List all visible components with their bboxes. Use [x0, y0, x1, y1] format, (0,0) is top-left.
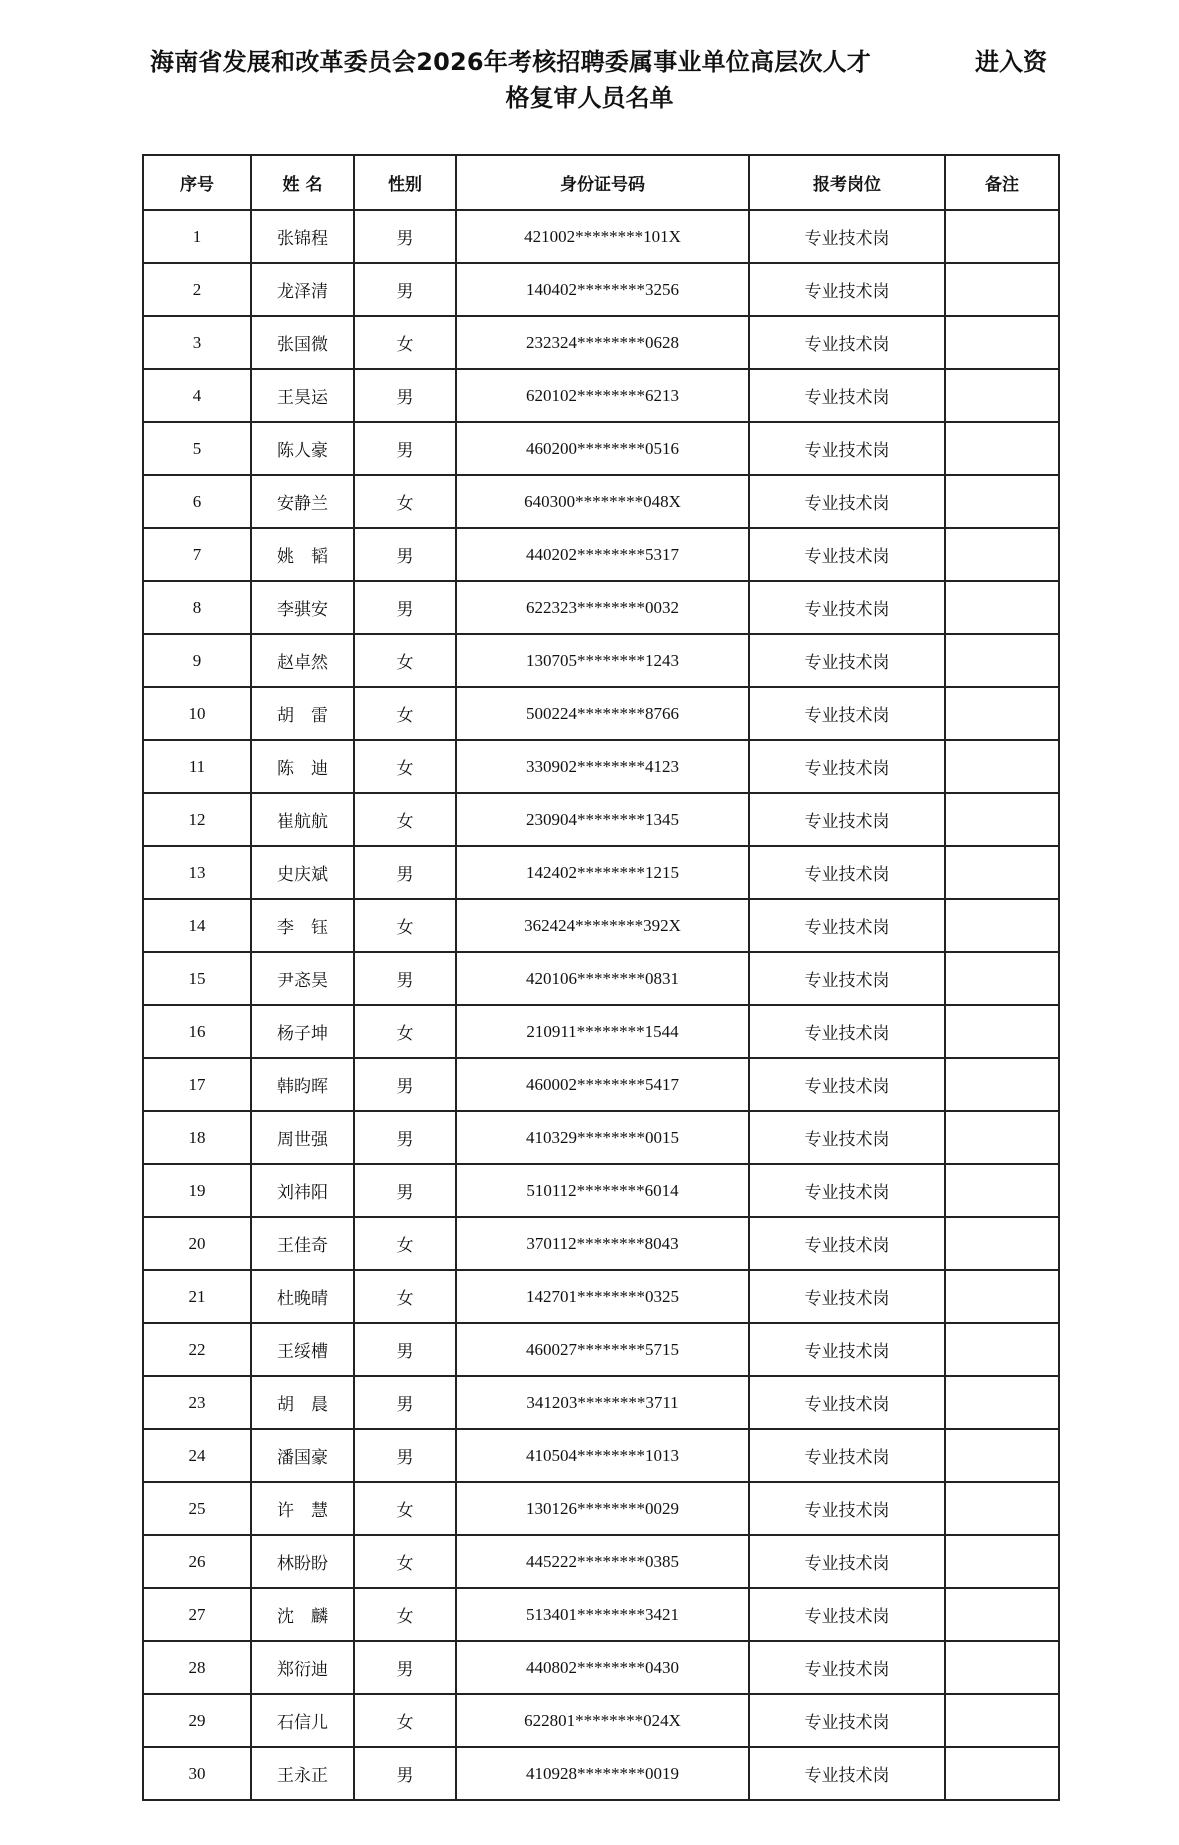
- cell-seq: 26: [143, 1535, 251, 1588]
- cell-position: 专业技术岗: [749, 316, 945, 369]
- cell-remarks: [945, 210, 1059, 263]
- cell-id-number: 500224********8766: [456, 687, 749, 740]
- cell-position: 专业技术岗: [749, 369, 945, 422]
- cell-seq: 18: [143, 1111, 251, 1164]
- cell-remarks: [945, 369, 1059, 422]
- cell-position: 专业技术岗: [749, 899, 945, 952]
- cell-position: 专业技术岗: [749, 210, 945, 263]
- cell-name: 陈 迪: [251, 740, 354, 793]
- cell-remarks: [945, 1111, 1059, 1164]
- cell-id-number: 460002********5417: [456, 1058, 749, 1111]
- cell-remarks: [945, 263, 1059, 316]
- cell-remarks: [945, 1164, 1059, 1217]
- cell-position: 专业技术岗: [749, 846, 945, 899]
- cell-position: 专业技术岗: [749, 422, 945, 475]
- cell-id-number: 142701********0325: [456, 1270, 749, 1323]
- cell-gender: 男: [354, 846, 456, 899]
- cell-name: 李 钰: [251, 899, 354, 952]
- cell-position: 专业技术岗: [749, 1535, 945, 1588]
- cell-seq: 4: [143, 369, 251, 422]
- cell-id-number: 622323********0032: [456, 581, 749, 634]
- table-row: [143, 1641, 1059, 1694]
- cell-seq: 10: [143, 687, 251, 740]
- cell-remarks: [945, 475, 1059, 528]
- cell-position: 专业技术岗: [749, 1747, 945, 1800]
- cell-seq: 12: [143, 793, 251, 846]
- cell-gender: 女: [354, 740, 456, 793]
- cell-gender: 男: [354, 581, 456, 634]
- title-line-1-tail: 进入资: [975, 48, 1047, 76]
- table-row: [143, 1217, 1059, 1270]
- cell-position: 专业技术岗: [749, 1111, 945, 1164]
- table-row: [143, 1111, 1059, 1164]
- cell-name: 杨子坤: [251, 1005, 354, 1058]
- cell-seq: 13: [143, 846, 251, 899]
- cell-gender: 女: [354, 1217, 456, 1270]
- cell-name: 杜晚晴: [251, 1270, 354, 1323]
- cell-seq: 15: [143, 952, 251, 1005]
- table-row: [143, 528, 1059, 581]
- table-row: [143, 1058, 1059, 1111]
- cell-name: 石信儿: [251, 1694, 354, 1747]
- cell-position: 专业技术岗: [749, 1270, 945, 1323]
- cell-id-number: 460200********0516: [456, 422, 749, 475]
- cell-remarks: [945, 1535, 1059, 1588]
- cell-position: 专业技术岗: [749, 475, 945, 528]
- cell-seq: 28: [143, 1641, 251, 1694]
- cell-id-number: 622801********024X: [456, 1694, 749, 1747]
- cell-gender: 男: [354, 1111, 456, 1164]
- cell-remarks: [945, 1694, 1059, 1747]
- cell-seq: 1: [143, 210, 251, 263]
- title-line-2: 格复审人员名单: [505, 84, 674, 112]
- cell-position: 专业技术岗: [749, 1217, 945, 1270]
- cell-id-number: 130126********0029: [456, 1482, 749, 1535]
- table-row: [143, 422, 1059, 475]
- header-position: 报考岗位: [749, 155, 945, 210]
- document-title: [0, 36, 1179, 116]
- cell-remarks: [945, 1376, 1059, 1429]
- cell-remarks: [945, 1747, 1059, 1800]
- cell-remarks: [945, 1323, 1059, 1376]
- table-row: [143, 846, 1059, 899]
- cell-id-number: 440202********5317: [456, 528, 749, 581]
- cell-position: 专业技术岗: [749, 1058, 945, 1111]
- cell-gender: 女: [354, 899, 456, 952]
- cell-remarks: [945, 316, 1059, 369]
- cell-gender: 女: [354, 634, 456, 687]
- cell-name: 王佳奇: [251, 1217, 354, 1270]
- cell-name: 周世强: [251, 1111, 354, 1164]
- cell-seq: 2: [143, 263, 251, 316]
- cell-id-number: 513401********3421: [456, 1588, 749, 1641]
- cell-remarks: [945, 1217, 1059, 1270]
- table-row: [143, 316, 1059, 369]
- cell-gender: 男: [354, 528, 456, 581]
- cell-seq: 8: [143, 581, 251, 634]
- cell-gender: 男: [354, 422, 456, 475]
- cell-gender: 男: [354, 1429, 456, 1482]
- cell-seq: 19: [143, 1164, 251, 1217]
- cell-gender: 女: [354, 1588, 456, 1641]
- cell-gender: 男: [354, 369, 456, 422]
- cell-gender: 男: [354, 1747, 456, 1800]
- cell-seq: 11: [143, 740, 251, 793]
- cell-name: 王昊运: [251, 369, 354, 422]
- cell-name: 尹忞昊: [251, 952, 354, 1005]
- cell-remarks: [945, 1588, 1059, 1641]
- cell-position: 专业技术岗: [749, 528, 945, 581]
- table-row: [143, 740, 1059, 793]
- cell-name: 王永正: [251, 1747, 354, 1800]
- table-row: [143, 1005, 1059, 1058]
- cell-gender: 男: [354, 1323, 456, 1376]
- table-body: [143, 210, 1059, 1800]
- cell-gender: 女: [354, 793, 456, 846]
- cell-seq: 17: [143, 1058, 251, 1111]
- cell-id-number: 640300********048X: [456, 475, 749, 528]
- cell-name: 刘祎阳: [251, 1164, 354, 1217]
- cell-seq: 6: [143, 475, 251, 528]
- cell-id-number: 440802********0430: [456, 1641, 749, 1694]
- cell-name: 许 慧: [251, 1482, 354, 1535]
- cell-name: 张国微: [251, 316, 354, 369]
- cell-position: 专业技术岗: [749, 1641, 945, 1694]
- cell-name: 王绥槽: [251, 1323, 354, 1376]
- cell-name: 陈人豪: [251, 422, 354, 475]
- cell-seq: 24: [143, 1429, 251, 1482]
- table-row: [143, 1429, 1059, 1482]
- cell-gender: 女: [354, 687, 456, 740]
- cell-remarks: [945, 1482, 1059, 1535]
- cell-position: 专业技术岗: [749, 1694, 945, 1747]
- cell-seq: 27: [143, 1588, 251, 1641]
- cell-position: 专业技术岗: [749, 740, 945, 793]
- cell-id-number: 362424********392X: [456, 899, 749, 952]
- cell-seq: 29: [143, 1694, 251, 1747]
- cell-id-number: 420106********0831: [456, 952, 749, 1005]
- cell-name: 史庆斌: [251, 846, 354, 899]
- cell-seq: 9: [143, 634, 251, 687]
- cell-remarks: [945, 687, 1059, 740]
- table-row: [143, 1588, 1059, 1641]
- cell-position: 专业技术岗: [749, 1482, 945, 1535]
- table-row: [143, 1270, 1059, 1323]
- table-row: [143, 1376, 1059, 1429]
- cell-gender: 女: [354, 316, 456, 369]
- cell-position: 专业技术岗: [749, 1323, 945, 1376]
- cell-seq: 23: [143, 1376, 251, 1429]
- cell-id-number: 341203********3711: [456, 1376, 749, 1429]
- cell-seq: 3: [143, 316, 251, 369]
- header-gender: 性别: [354, 155, 456, 210]
- cell-seq: 22: [143, 1323, 251, 1376]
- cell-gender: 男: [354, 263, 456, 316]
- cell-id-number: 445222********0385: [456, 1535, 749, 1588]
- table-row: [143, 1535, 1059, 1588]
- cell-id-number: 620102********6213: [456, 369, 749, 422]
- cell-name: 李骐安: [251, 581, 354, 634]
- table-row: [143, 1747, 1059, 1800]
- cell-position: 专业技术岗: [749, 1429, 945, 1482]
- cell-id-number: 410928********0019: [456, 1747, 749, 1800]
- cell-position: 专业技术岗: [749, 581, 945, 634]
- table-row: [143, 1694, 1059, 1747]
- cell-remarks: [945, 952, 1059, 1005]
- cell-id-number: 410504********1013: [456, 1429, 749, 1482]
- cell-seq: 25: [143, 1482, 251, 1535]
- cell-remarks: [945, 422, 1059, 475]
- cell-remarks: [945, 740, 1059, 793]
- cell-remarks: [945, 1641, 1059, 1694]
- cell-name: 沈 麟: [251, 1588, 354, 1641]
- cell-gender: 男: [354, 1376, 456, 1429]
- cell-remarks: [945, 528, 1059, 581]
- cell-name: 崔航航: [251, 793, 354, 846]
- cell-position: 专业技术岗: [749, 1005, 945, 1058]
- cell-remarks: [945, 1429, 1059, 1482]
- cell-remarks: [945, 581, 1059, 634]
- cell-name: 胡 晨: [251, 1376, 354, 1429]
- table-row: [143, 793, 1059, 846]
- table-row: [143, 581, 1059, 634]
- cell-remarks: [945, 793, 1059, 846]
- cell-gender: 女: [354, 1694, 456, 1747]
- table-row: [143, 1323, 1059, 1376]
- table-row: [143, 210, 1059, 263]
- cell-remarks: [945, 634, 1059, 687]
- candidate-table: [142, 154, 1060, 1801]
- cell-position: 专业技术岗: [749, 1376, 945, 1429]
- cell-position: 专业技术岗: [749, 263, 945, 316]
- cell-seq: 20: [143, 1217, 251, 1270]
- cell-gender: 女: [354, 1482, 456, 1535]
- candidate-table-wrapper: [142, 154, 1058, 1801]
- cell-position: 专业技术岗: [749, 793, 945, 846]
- cell-position: 专业技术岗: [749, 1588, 945, 1641]
- cell-remarks: [945, 1005, 1059, 1058]
- cell-id-number: 370112********8043: [456, 1217, 749, 1270]
- cell-remarks: [945, 1270, 1059, 1323]
- cell-name: 姚 韬: [251, 528, 354, 581]
- cell-seq: 14: [143, 899, 251, 952]
- cell-id-number: 410329********0015: [456, 1111, 749, 1164]
- cell-id-number: 210911********1544: [456, 1005, 749, 1058]
- cell-position: 专业技术岗: [749, 952, 945, 1005]
- cell-gender: 女: [354, 1270, 456, 1323]
- title-line-1: 海南省发展和改革委员会2026年考核招聘委属事业单位高层次人才: [150, 48, 871, 76]
- cell-name: 郑衍迪: [251, 1641, 354, 1694]
- cell-gender: 女: [354, 1005, 456, 1058]
- cell-gender: 男: [354, 1058, 456, 1111]
- cell-position: 专业技术岗: [749, 634, 945, 687]
- table-row: [143, 369, 1059, 422]
- cell-name: 韩昀晖: [251, 1058, 354, 1111]
- cell-id-number: 232324********0628: [456, 316, 749, 369]
- table-row: [143, 475, 1059, 528]
- table-row: [143, 952, 1059, 1005]
- header-seq: 序号: [143, 155, 251, 210]
- cell-gender: 男: [354, 952, 456, 1005]
- cell-id-number: 130705********1243: [456, 634, 749, 687]
- cell-gender: 男: [354, 210, 456, 263]
- cell-seq: 21: [143, 1270, 251, 1323]
- header-id-number: 身份证号码: [456, 155, 749, 210]
- table-row: [143, 634, 1059, 687]
- table-row: [143, 1482, 1059, 1535]
- cell-name: 龙泽清: [251, 263, 354, 316]
- cell-id-number: 330902********4123: [456, 740, 749, 793]
- header-remarks: 备注: [945, 155, 1059, 210]
- cell-position: 专业技术岗: [749, 687, 945, 740]
- cell-name: 赵卓然: [251, 634, 354, 687]
- cell-id-number: 510112********6014: [456, 1164, 749, 1217]
- cell-gender: 女: [354, 1535, 456, 1588]
- cell-remarks: [945, 899, 1059, 952]
- cell-gender: 女: [354, 475, 456, 528]
- table-header-row: [143, 155, 1059, 210]
- cell-id-number: 140402********3256: [456, 263, 749, 316]
- cell-position: 专业技术岗: [749, 1164, 945, 1217]
- cell-id-number: 142402********1215: [456, 846, 749, 899]
- table-row: [143, 899, 1059, 952]
- cell-name: 安静兰: [251, 475, 354, 528]
- header-name: 姓 名: [251, 155, 354, 210]
- cell-id-number: 230904********1345: [456, 793, 749, 846]
- cell-gender: 男: [354, 1641, 456, 1694]
- cell-name: 张锦程: [251, 210, 354, 263]
- cell-remarks: [945, 846, 1059, 899]
- cell-name: 潘国豪: [251, 1429, 354, 1482]
- table-row: [143, 687, 1059, 740]
- cell-name: 林盼盼: [251, 1535, 354, 1588]
- cell-seq: 7: [143, 528, 251, 581]
- cell-name: 胡 雷: [251, 687, 354, 740]
- table-row: [143, 1164, 1059, 1217]
- cell-id-number: 421002********101X: [456, 210, 749, 263]
- cell-gender: 男: [354, 1164, 456, 1217]
- cell-id-number: 460027********5715: [456, 1323, 749, 1376]
- cell-seq: 16: [143, 1005, 251, 1058]
- table-row: [143, 263, 1059, 316]
- cell-seq: 5: [143, 422, 251, 475]
- cell-seq: 30: [143, 1747, 251, 1800]
- cell-remarks: [945, 1058, 1059, 1111]
